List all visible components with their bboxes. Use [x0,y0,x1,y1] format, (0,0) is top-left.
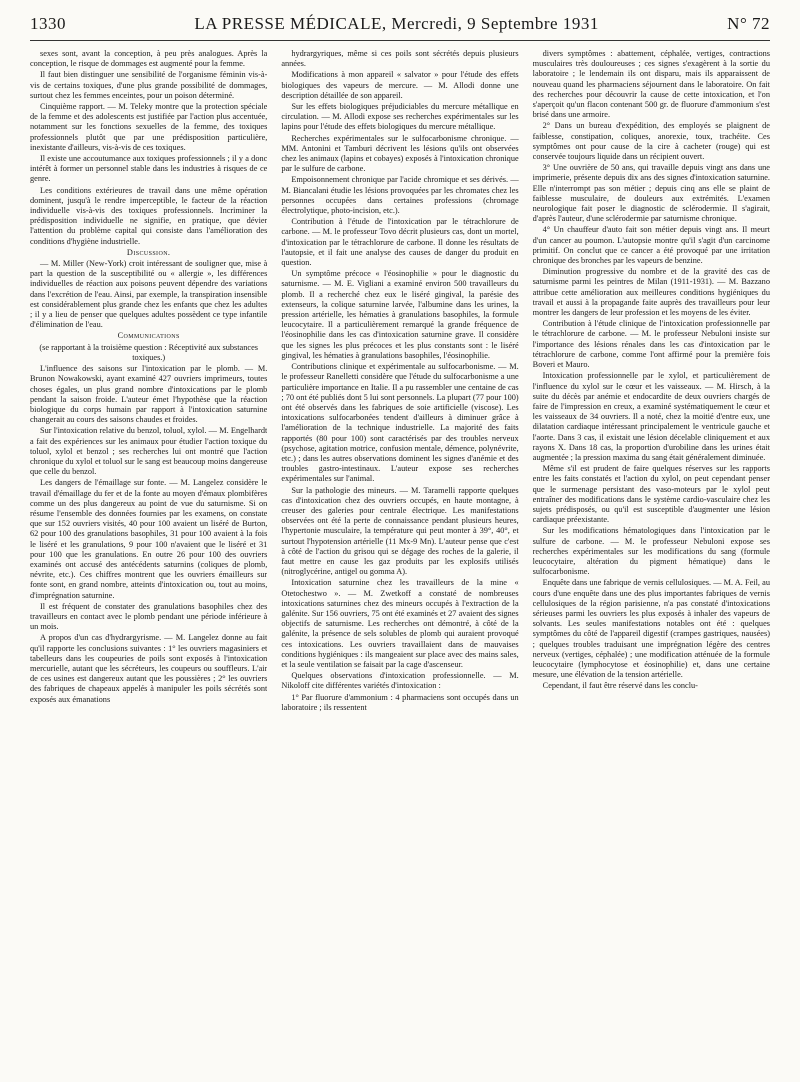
paragraph: Contribution à l'étude de l'intoxication par le tétrachlorure de carbone. — M. le professeur Tovo décrit plusieurs cas, dont un mortel, d'intoxication par le tétrachlorure de carbone. Il donne les résultats de l'autopsie, et il fait une analyse des causes de danger du produit en question. [281,217,519,268]
paragraph: Un symptôme précoce « l'éosinophilie » pour le diagnostic du saturnisme. — M. E. Vigliani a examiné environ 500 travailleurs du plomb. Il a recherché chez eux le liséré gingival, la parésie des extenseurs, la colique saturnine larvée, l'albumine dans les urines, la pression artérielle, les hématies à granulations basophiles, la formule leucocytaire. Il a particulièrement remarqué la grande fréquence de l'éosinophilie dans les cas d'intoxication saturnine grave. Il considère que les signes les plus précoces et les plus constants sont : le liséré gingival, les hématies à granulations basophiles, l'éosinophilie. [281,269,519,360]
journal-title: LA PRESSE MÉDICALE, Mercredi, 9 Septembre 1931 [194,14,599,33]
paragraph: Enquête dans une fabrique de vernis cellulosiques. — M. A. Feil, au cours d'une enquête dans une des plus importantes fabriques de vernis cellulosiques de la région parisienne, n'a pas constaté d'intoxications sérieuses parmi les ouvriers les plus exposés à inhaler des vapeurs de solvants. Les seules manifestations notables ont été : quelques symptômes du côté de l'appareil digestif (crampes gastriques, nausées) ; quelques troubles traduisant une imprégnation légère des centres nerveux (vertiges, céphalée) ; une modification atténuée de la formule leucocytaire (lymphocytose et éosinophilie) et, dans une certaine mesure, une élévation de la tension artérielle. [532,578,770,680]
paragraph: hydrargyriques, même si ces poils sont sécrétés depuis plusieurs années. [281,49,519,69]
paragraph: divers symptômes : abattement, céphalée, vertiges, contractions musculaires très douloureuses ; ces signes s'exagèrent à la sortie du laboratoire ; le lendemain ils ont disparu, mais ils apparaissent de nouveau quand les pharmaciens séjournent dans le laboratoire. On fait des recherches pour découvrir la cause de cette intoxication, et l'on s'aperçoit qu'un flacon contenant 500 gr. de fluorure d'ammonium s'est brisé dans une armoire. [532,49,770,120]
page-header [30,14,770,41]
paragraph: Contribution à l'étude clinique de l'intoxication professionnelle par le tétrachlorure de carbone. — M. le professeur Nebuloni insiste sur l'importance des lésions rénales dans les cas d'intoxication par le tétrachlorure de carbone, comme l'ont affirmé pour la première fois Boveri et Mauro. [532,319,770,370]
paragraph: — M. Miller (New-York) croit intéressant de souligner que, mise à part la question de la susceptibilité ou « allergie », les différences individuelles de réaction aux poisons peuvent dépendre des variations dans l'excrétion de l'eau. Ainsi, par exemple, la transpiration insensible est considérablement plus grande chez les enfants que chez les adultes ; il y a lieu de penser que quelques adultes possèdent ce type infantile d'élimination de l'eau. [30,259,268,330]
paragraph: Il existe une accoutumance aux toxiques professionnels ; il y a donc intérêt à former un personnel stable dans les industries à risques de ce genre. [30,154,268,184]
paragraph: Diminution progressive du nombre et de la gravité des cas de saturnisme parmi les peintres de Milan (1911-1931). — M. Bazzano attribue cette amélioration aux meilleures conditions hygiéniques du travail et aussi à la propagande faite auprès des travailleurs pour leur montrer les dangers de leur profession et les moyens de les éviter. [532,267,770,318]
paragraph: sexes sont, avant la conception, à peu près analogues. Après la conception, le risque de dommages est augmenté pour la femme. [30,49,268,69]
paragraph: Cinquième rapport. — M. Teleky montre que la protection spéciale de la femme et des adolescents est justifiée par l'action plus accentuée, notamment sur les fonctions sexuelles de la femme, des toxiques professionnels plutôt que par une prédisposition particulière, inexistante d'ailleurs, vis-à-vis de ces toxiques. [30,102,268,152]
paragraph: L'influence des saisons sur l'intoxication par le plomb. — M. Brunon Nowakowski, ayant examiné 427 ouvriers imprimeurs, toutes choses égales, un plus grand nombre d'intoxications par le plomb pendant la saison froide. L'auteur émet l'hypothèse que la réaction biologique du corps humain par rapport à l'intoxication saturnine changerait au cours des saisons chaudes et froides. [30,364,268,425]
paragraph: Empoisonnement chronique par l'acide chromique et ses dérivés. — M. Biancalani étudie les lésions provoquées par les chromates chez les personnes occupées dans certaines professions (chromage électrolytique, photo-incision, etc.). [281,175,519,216]
paragraph: Il est fréquent de constater des granulations basophiles chez des travailleurs en contact avec le plomb pendant une période inférieure à un mois. [30,601,268,632]
paragraph: Quelques observations d'intoxication professionnelle. — M. Nikoloff cite différentes variétés d'intoxication : [281,671,519,691]
column-3 [533,49,770,1069]
section-heading: Communications [117,331,180,341]
paragraph: Sur les modifications hématologiques dans l'intoxication par le sulfure de carbone. — M. le professeur Nebuloni expose ses recherches expérimentales sur les modifications du sang (formule leucocytaire, altération du pigment hématique) dans le sulfocarbonisme. [532,526,770,577]
page-number: 1330 [30,14,66,33]
paragraph: Intoxication saturnine chez les travailleurs de la mine « Otetochestwo ». — M. Zwetkoff a constaté de nombreuses intoxications saturnines chez des mineurs occupés à l'extraction de la galénite. Sur 156 ouvriers, 75 ont été examinés et 27 avaient des signes objectifs de saturnisme. Les recherches ont démontré, à côté de la galénite, la présence de sels solubles de plomb qui auraient provoqué ces intoxications. Les ouvriers travaillaient dans de mauvaises conditions hygiéniques : ils mangeaient sur place avec des mains sales, et la seule ventilation se faisait par la cage d'ascenseur. [281,578,519,669]
paragraph: Recherches expérimentales sur le sulfocarbonisme chronique. — MM. Antonini et Tamburi décrivent les lésions qu'ils ont observées chez les animaux (lapins et cobayes) exposés à l'intoxication chronique par le sulfure de carbone. [281,133,519,174]
paragraph: 4° Un chauffeur d'auto fait son métier depuis vingt ans. Il meurt d'un cancer au poumon. L'autopsie montre qu'il s'agit d'un carcinome primitif. On conclut que ce cancer a été provoqué par une irritation chronique des bronches par les vapeurs de benzine. [532,225,770,266]
paragraph: Sur les effets biologiques préjudiciables du mercure métallique en circulation. — M. Allodi expose ses recherches expérimentales sur les lapins pour l'étude des effets biologiques du mercure métallique. [281,102,519,132]
paragraph: 1° Par fluorure d'ammonium : 4 pharmaciens sont occupés dans un laboratoire ; ils ressentent [281,692,519,712]
paragraph: Même s'il est prudent de faire quelques réserves sur les rapports entre les faits constatés et l'action du xylol, on peut cependant penser que le surmenage persistant des vaso-moteurs par le xylol peut entraîner des modifications dans le système cardio-vasculaire chez les sujets prédisposés, ou qu'il est susceptible d'augmenter une lésion cardiaque préexistante. [532,464,770,525]
column-1 [30,49,267,1069]
paragraph: Contributions clinique et expérimentale au sulfocarbonisme. — M. le professeur Ranelletti considère que l'étude du sulfocarbonisme a une particulière importance en Italie. Il a pu rassembler une centaine de cas ; 70 ont été publiés dont 5 lui sont personnels. La plupart (77 pour 100) ont été observés dans les fabriques de soie artificielle (viscose). Les intoxications sulfocarbonées tendent d'ailleurs à diminuer grâce à l'amélioration de la technique industrielle. La majorité des faits rapportés (80 pour 100) sont caractérisés par des troubles nerveux (psychose, agitation motrice, confusion mentale, démence, polynévrite, etc.) ; dans les autres observations dominent les signes d'anémie et des troubles gastro-intestinaux. L'auteur expose ses recherches expérimentales sur l'animal. [281,362,519,484]
paragraph: Modifications à mon appareil « salvator » pour l'étude des effets biologiques des vapeurs de mercure. — M. Allodi donne une description détaillée de son appareil. [281,70,519,100]
paragraph: Cependant, il faut être réservé dans les conclu- [542,681,698,691]
paragraph: Les dangers de l'émaillage sur fonte. — M. Langelez considère le travail d'émaillage du fer et de la fonte au moyen d'émaux plombifères comme un des plus dangereux au point de vue du saturnisme. Si on résume l'ensemble des données fournies par les examens, on constate que sur 152 ouvriers visités, 40 pour 100 avaient un liséré de Burton, 62 pour 100 des granulations basophiles, 31 pour 100 avaient à la fois le liséré et les granulations, 9 pour 100 n'avaient que le liséré et 31 pour 100 que les granulations. En outre 26 pour 100 des ouvriers examinés ont accusé des antécédents saturnins (coliques de plomb, névrite, etc.). Ces chiffres montrent que les ouvriers émailleurs sur fonte sont, en grand nombre, atteints d'intoxication ou, tout au moins, d'imprégnation saturnine. [30,478,268,600]
paragraph: Sur l'intoxication relative du benzol, toluol, xylol. — M. Engelhardt a fait des expériences sur les animaux pour étudier l'action toxique du toluol, xylol et benzol ; ses recherches lui ont montré que l'action chronique du xylol et toluol sur le sang est beaucoup moins dangereuse que celle du benzol. [30,426,268,477]
paragraph: Intoxication professionnelle par le xylol, et particulièrement de l'influence du xylol sur le cœur et les vaisseaux. — M. Hirsch, à la suite du décès par anémie et endocardite de deux ouvriers chargés de faire de l'impression en creux, a examiné systématiquement le cœur et les vaisseaux de 34 ouvriers. Il a noté, chez la moitié d'entre eux, une dilatation cardiaque intéressant principalement le ventricule gauche et l'aorte. Dans 3 cas, il existait une lésion décelable cliniquement et aux rayons X. Dans 18 cas, la proportion d'urobiline dans les urines était augmentée ; la pression maxima du sang était généralement diminuée. [532,371,770,462]
paragraph: (se rapportant à la troisième question : Réceptivité aux substances toxiques.) [39,342,258,362]
columns [30,49,770,1069]
paragraph: 2° Dans un bureau d'expédition, des employés se plaignent de faiblesse, constipation, coliques, anorexie, toux, trachéite. Ces symptômes ont pour cause de la cire à cacheter (rouge) qui est conservée toujours liquide dans un récipient ouvert. [532,121,770,162]
paragraph: 3° Une ouvrière de 50 ans, qui travaille depuis vingt ans dans une imprimerie, présente depuis dix ans des signes d'intoxication saturnine. Elle n'interrompt pas son métier ; depuis cinq ans elle se plaint de faiblesse musculaire, de douleurs aux extrémités. L'examen neurologique fait poser le diagnostic de sclérodermie. Il s'agirait, d'après l'auteur, d'une sclérodermie par saturnisme chronique. [532,163,770,224]
section-heading: Discussion. [126,247,171,257]
paragraph: Les conditions extérieures de travail dans une même opération dominent, jusqu'à le rendre imperceptible, le facteur de la réaction individuelle vis-à-vis des toxiques professionnels. Incriminer la prédisposition individuelle ne signifie, en pratique, que dévier l'attention du problème capital qui consiste dans l'amélioration des conditions d'hygiène industrielle. [30,185,268,246]
paragraph: A propos d'un cas d'hydrargyrisme. — M. Langelez donne au fait qu'il rapporte les conclusions suivantes : 1° les ouvriers magasiniers et tabelleurs dans les coupeuries de poils sont exposés à l'intoxication mercurielle, autant que les sécréteurs, les coupeurs ou souffleurs. L'air de ces usines est dangereux autant que les poussières ; 2° les ouvriers des fabriques de chapeaux appelés à manipuler les poils sécrétés sont exposés aux émanations [30,633,268,704]
issue-number: N° 72 [727,14,770,33]
paragraph: Il faut bien distinguer une sensibilité de l'organisme féminin vis-à-vis de certains toxiques, d'une plus grande possibilité de dommages, surtout chez les femmes enceintes, pour un poison déterminé. [30,70,268,100]
column-2 [281,49,518,1069]
paragraph: Sur la pathologie des mineurs. — M. Taramelli rapporte quelques cas d'intoxication chez des ouvriers occupés, en haute montagne, à creuser des galeries pour centrale électrique. Les manifestations observées ont été la perte de connaissance pendant plusieurs heures, l'hypertonie musculaire, la température qui peut monter à 39°, 40°, et surtout l'hypotension artérielle (11 Mx-9 Mn). L'auteur pense que c'est à côté de l'action du grisou qui se dégage des roches de la galerie, il faut mettre en cause les gaz produits par les explosifs utilisés (nitroglycérine, antigel ou gomma A). [281,485,519,577]
